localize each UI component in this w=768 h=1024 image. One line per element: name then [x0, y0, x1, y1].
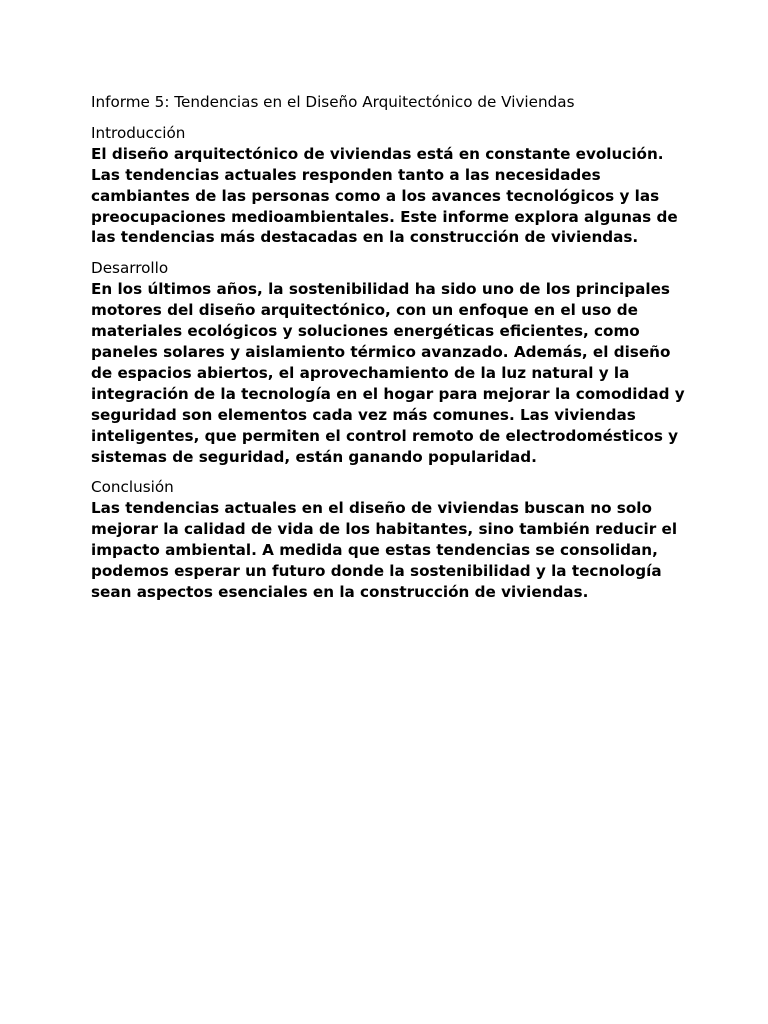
document-page [91, 92, 691, 613]
section-body: El diseño arquitectónico de viviendas está en constante evolución. Las tendencias actuales responden tanto a las necesidades cambiantes de las personas como a los avances tecnológicos y las preocupaciones medioambientales. Este informe explora algunas de las tendencias más destacadas en la construcción de viviendas. [91, 144, 678, 247]
section-conclusion [91, 477, 691, 602]
section-heading: Introducción [91, 123, 186, 142]
section-heading: Conclusión [91, 478, 174, 497]
section-body: En los últimos años, la sostenibilidad ha sido uno de los principales motores del diseño arquitectónico, con un enfoque en el uso de materiales ecológicos y soluciones energéticas eficientes, como paneles solares y aislamiento térmico avanzado. Además, el diseño de espacios abiertos, el aprovechamiento de la luz natural y la integración de la tecnología en el hogar para mejorar la comodidad y seguridad son elementos cada vez más comunes. Las viviendas inteligentes, que permiten el control remoto de electrodomésticos y sistemas de seguridad, están ganando popularidad. [91, 280, 685, 466]
section-introduccion [91, 123, 691, 248]
section-body: Las tendencias actuales en el diseño de viviendas buscan no solo mejorar la calidad de vida de los habitantes, sino también reducir el impacto ambiental. A medida que estas tendencias se consolidan, podemos esperar un futuro donde la sostenibilidad y la tecnología sean aspectos esenciales en la construcción de viviendas. [91, 499, 678, 601]
document-title: Informe 5: Tendencias en el Diseño Arquitectónico de Viviendas [91, 93, 575, 111]
section-desarrollo [91, 258, 691, 467]
section-heading: Desarrollo [91, 259, 169, 278]
